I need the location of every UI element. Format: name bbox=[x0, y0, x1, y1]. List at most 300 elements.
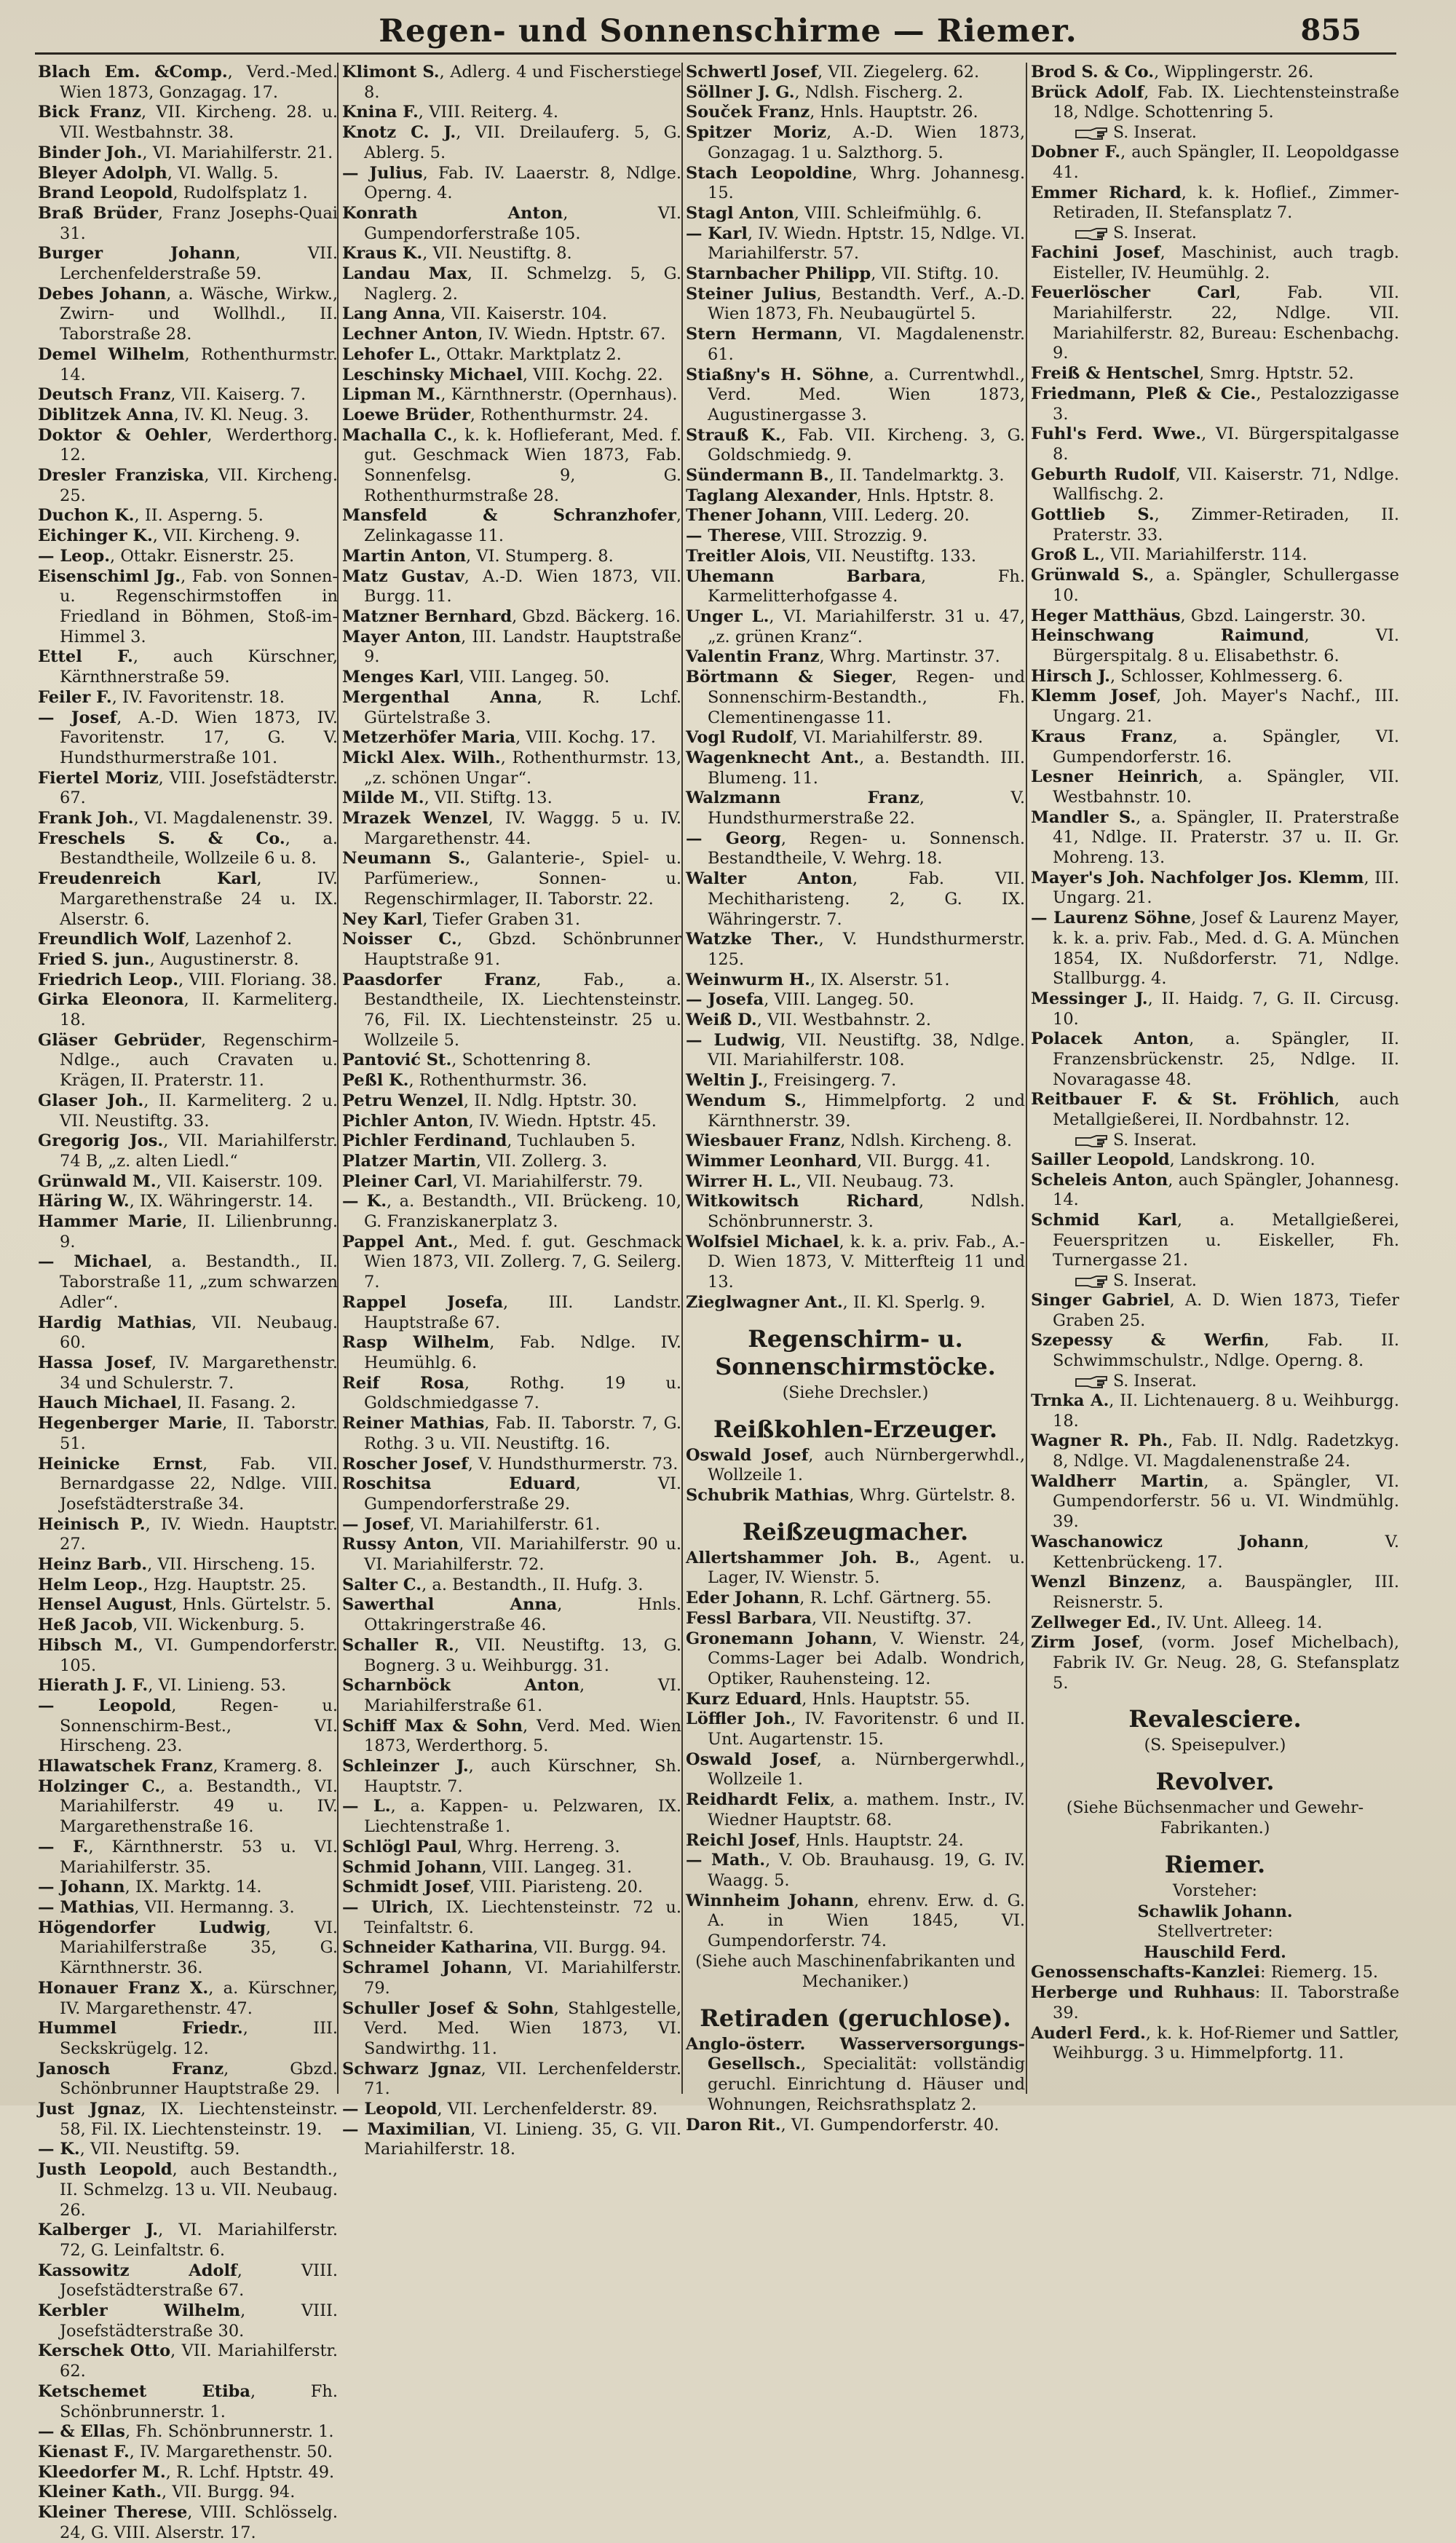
directory-entry bbox=[686, 1031, 1025, 1071]
entry-address: , V. Kettenbrückeng. 17. bbox=[1053, 1532, 1399, 1572]
directory-entry bbox=[686, 1131, 1025, 1152]
entry-address: , VII. Kircheng. 28. u. VII. Westbahnstr. 38. bbox=[60, 103, 338, 143]
entry-address: , A.-D. Wien 1873, IV. Favoritenstr. 17, G. V. Hundsthurmerstraße 101. bbox=[60, 708, 338, 767]
entry-address: , Hzg. Hauptstr. 25. bbox=[143, 1575, 306, 1594]
column-4 bbox=[1031, 63, 1399, 2094]
directory-entry bbox=[686, 1831, 1025, 1851]
entry-address: , VII. Mariahilferstr. 62. bbox=[60, 2341, 338, 2381]
entry-name: — & Ellas bbox=[38, 2422, 125, 2442]
entry-name: Debes Johann bbox=[38, 284, 167, 304]
entry-name: Dobner F. bbox=[1031, 143, 1121, 162]
entry-name: Lechner Anton bbox=[342, 325, 478, 344]
section-heading: Revalesciere. bbox=[1128, 1705, 1302, 1733]
section-heading: Regenschirm- u. Sonnenschirmstöcke. bbox=[715, 1324, 996, 1380]
directory-entry bbox=[342, 1575, 681, 1596]
entry-address: , IX. Währingerstr. 14. bbox=[129, 1192, 314, 1211]
entry-address: , III. Landstr. Hauptstraße 9. bbox=[364, 627, 681, 667]
directory-entry bbox=[342, 930, 681, 970]
entry-name: Polacek Anton bbox=[1031, 1029, 1190, 1049]
directory-entry bbox=[38, 2503, 338, 2543]
entry-address: , Agent. u. Lager, IV. Wienstr. 5. bbox=[708, 1548, 1025, 1588]
entry-name: — F. bbox=[38, 1837, 89, 1856]
entry-address: , V. Hundsthurmerstr. 125. bbox=[708, 930, 1026, 969]
section-heading: Retiraden (geruchlose). bbox=[700, 2004, 1011, 2032]
entry-name: Kleedorfer M. bbox=[38, 2462, 166, 2482]
entry-name: Janosch Franz bbox=[38, 2059, 224, 2079]
directory-entry bbox=[342, 365, 681, 386]
entry-address: , Schlosser, Kohlmesserg. 6. bbox=[1109, 666, 1343, 686]
directory-entry bbox=[342, 304, 681, 325]
directory-entry bbox=[38, 930, 338, 950]
entry-address: , VII. Dreilauferg. 5, G. Ablerg. 5. bbox=[364, 123, 682, 162]
entry-name: — K. bbox=[342, 1192, 387, 1211]
entry-name: Dresler Franziska bbox=[38, 466, 205, 486]
entry-name: Matz Gustav bbox=[342, 566, 464, 586]
entry-name: Scharnböck Anton bbox=[342, 1676, 579, 1696]
entry-address: , Smrg. Hptstr. 52. bbox=[1199, 364, 1354, 384]
directory-entry bbox=[38, 970, 338, 991]
entry-name: Walter Anton bbox=[686, 869, 853, 889]
entry-address: , Landskrong. 10. bbox=[1169, 1150, 1315, 1169]
directory-entry bbox=[686, 1609, 1025, 1629]
directory-entry bbox=[342, 910, 681, 930]
entry-name: Feiler F. bbox=[38, 687, 112, 707]
directory-entry bbox=[38, 385, 338, 406]
entry-name: Steiner Julius bbox=[686, 284, 817, 304]
entry-address: , VII. Mariahilferstr. 90 u. VI. Mariahilferstr. 72. bbox=[364, 1535, 681, 1575]
entry-address: , VII. Kaiserstr. 71, Ndlge. Wallfischg. 2. bbox=[1053, 464, 1399, 505]
entry-address: , IV. Unt. Alleeg. 14. bbox=[1155, 1613, 1323, 1632]
entry-name: Watzke Ther. bbox=[686, 930, 819, 949]
directory-entry bbox=[38, 2483, 338, 2503]
directory-entry bbox=[38, 2382, 338, 2422]
directory-entry bbox=[686, 788, 1025, 828]
entry-address: , VI. Mariahilferstr. 72, G. Leinfaltstr. 6. bbox=[60, 2220, 338, 2260]
entry-name: — Ulrich bbox=[342, 1897, 429, 1917]
entry-name: — Therese bbox=[686, 526, 781, 546]
directory-entry bbox=[686, 1091, 1025, 1131]
directory-entry bbox=[342, 1999, 681, 2060]
directory-entry bbox=[38, 345, 338, 385]
directory-entry bbox=[342, 2100, 681, 2120]
directory-entry bbox=[1031, 283, 1399, 364]
inserat-label: S. Inserat. bbox=[1108, 124, 1197, 143]
entry-name: Leschinsky Michael bbox=[342, 365, 523, 384]
directory-entry bbox=[1031, 1331, 1399, 1371]
inserat-reference bbox=[1031, 1271, 1399, 1291]
entry-address: , auch Kürschner, Sh. Hauptstr. 7. bbox=[364, 1757, 681, 1796]
entry-address: , Kärnthnerstr. (Opernhaus). bbox=[440, 385, 678, 405]
entry-name: Börtmann & Sieger bbox=[686, 668, 892, 687]
directory-entry bbox=[342, 2060, 681, 2100]
entry-name: Reif Rosa bbox=[342, 1373, 464, 1393]
entry-name: Heinicke Ernst bbox=[38, 1454, 203, 1474]
entry-address: , VII. Burgg. 41. bbox=[857, 1151, 991, 1171]
entry-name: Hlawatschek Franz bbox=[38, 1757, 213, 1776]
entry-name: — Johann bbox=[38, 1878, 125, 1897]
directory-entry bbox=[1031, 1211, 1399, 1271]
directory-entry bbox=[342, 1071, 681, 1091]
entry-name: Messinger J. bbox=[1031, 989, 1148, 1008]
entry-name: Girka Eleonora bbox=[38, 990, 184, 1010]
directory-entry bbox=[1031, 687, 1399, 727]
directory-entry bbox=[686, 123, 1025, 163]
entry-name: Vogl Rudolf bbox=[686, 728, 793, 748]
directory-entry bbox=[686, 567, 1025, 607]
entry-name: Loewe Brüder bbox=[342, 405, 470, 424]
entry-name: — Math. bbox=[686, 1851, 766, 1870]
entry-name: Braß Brüder bbox=[38, 203, 158, 223]
entry-address: , Ndlsh. Kircheng. 8. bbox=[840, 1131, 1013, 1151]
entry-name: Emmer Richard bbox=[1031, 183, 1182, 202]
entry-address: , VII. Mariahilferstr. 74 B, „z. alten Liedl.“ bbox=[60, 1131, 338, 1171]
entry-address: , VII. Westbahnstr. 2. bbox=[756, 1011, 932, 1030]
entry-address: , IV. Margarethenstr. 34 und Schulerstr. 7. bbox=[60, 1353, 338, 1393]
entry-address: , VIII. Josefstädterstraße 67. bbox=[60, 2261, 338, 2301]
entry-address: , Fab. II. Ndlg. Radetzkyg. 8, Ndlge. VI. Magdalenenstraße 24. bbox=[1053, 1431, 1399, 1471]
directory-entry bbox=[1031, 63, 1399, 83]
entry-address: , Stahlgestelle, Verd. Med. Wien 1873, VI. Sandwirthg. 11. bbox=[364, 1998, 681, 2058]
entry-address: , Gbzd. Laingerstr. 30. bbox=[1180, 606, 1366, 625]
entry-address: , Ndlsh. Fischerg. 2. bbox=[794, 82, 964, 102]
entry-address: , Bestandth. Verf., A.-D. Wien 1873, Fh. Neubaugürtel 5. bbox=[708, 284, 1025, 324]
entry-name: Hammer Marie bbox=[38, 1212, 183, 1232]
entry-address: , II. Ndlg. Hptstr. 30. bbox=[463, 1091, 638, 1110]
directory-entry bbox=[38, 1838, 338, 1878]
entry-address: , k. k. Hoflieferant, Med. f. gut. Geschmack Wien 1873, Fab. Sonnenfelsg. 9, G. Rothenthurmstraße 28. bbox=[364, 425, 681, 505]
entry-address: , VII. Kircheng. 25. bbox=[60, 466, 338, 505]
entry-name: Sailler Leopold bbox=[1031, 1150, 1170, 1169]
entry-name: Diblitzek Anna bbox=[38, 405, 174, 424]
entry-name: Matzner Bernhard bbox=[342, 606, 513, 626]
entry-name: Roschitsa Eduard bbox=[342, 1474, 576, 1494]
entry-name: Fessl Barbara bbox=[686, 1608, 812, 1628]
entry-address: , Fab., a. Bestandtheile, IX. Liechtensteinstr. 76, Fil. IX. Liechtensteinstr. 25 u. Wollzeile 5. bbox=[364, 970, 681, 1050]
entry-name: Rasp Wilhelm bbox=[342, 1333, 490, 1353]
entry-name: Duchon K. bbox=[38, 506, 135, 526]
directory-entry bbox=[342, 1797, 681, 1837]
directory-entry bbox=[1031, 465, 1399, 505]
directory-entry bbox=[686, 103, 1025, 123]
directory-entry bbox=[38, 990, 338, 1030]
directory-entry bbox=[686, 1486, 1025, 1506]
entry-name: — Laurenz Söhne bbox=[1031, 909, 1192, 928]
directory-entry bbox=[342, 1455, 681, 1475]
entry-address: , Gbzd. Schönbrunner Hauptstraße 91. bbox=[364, 930, 681, 969]
entry-name: Frank Joh. bbox=[38, 809, 134, 828]
entry-name: Taglang Alexander bbox=[686, 486, 857, 505]
entry-address: , VII. Neustiftg. 133. bbox=[806, 546, 977, 566]
directory-entry bbox=[38, 1615, 338, 1636]
directory-entry bbox=[1031, 143, 1399, 183]
entry-name: Treitler Alois bbox=[686, 546, 806, 566]
directory-entry bbox=[38, 647, 338, 687]
entry-name: Gläser Gebrüder bbox=[38, 1030, 202, 1050]
entry-address: , Gbzd. Bäckerg. 16. bbox=[512, 606, 681, 626]
entry-address: , III. Ungarg. 21. bbox=[1053, 868, 1399, 908]
directory-entry bbox=[1031, 183, 1399, 224]
entry-address: , VI. Gumpendorferstraße 105. bbox=[364, 203, 681, 243]
entry-name: Witkowitsch Richard bbox=[686, 1192, 919, 1211]
directory-entry bbox=[38, 204, 338, 244]
entry-address: , Zelinkagasse 11. bbox=[364, 506, 681, 546]
entry-address: , VII. Zollerg. 3. bbox=[475, 1151, 608, 1171]
directory-entry bbox=[38, 1192, 338, 1212]
directory-entry bbox=[38, 2301, 338, 2341]
directory-entry bbox=[38, 1918, 338, 1979]
entry-name: Souček Franz bbox=[686, 103, 810, 122]
directory-entry bbox=[1031, 243, 1399, 283]
column-2 bbox=[342, 63, 682, 2159]
entry-name: Friedmann, Pleß & Cie. bbox=[1031, 384, 1257, 403]
entry-address: , VIII. Schlösselg. 24, G. VIII. Alserstr. 17. bbox=[60, 2503, 338, 2542]
entry-address: , Whrg. Herreng. 3. bbox=[456, 1837, 620, 1856]
entry-name: Deutsch Franz bbox=[38, 385, 171, 405]
entry-address: , Hnls. Ottakringerstraße 46. bbox=[364, 1595, 681, 1635]
entry-name: Häring W. bbox=[38, 1192, 130, 1211]
entry-name: Sündermann B. bbox=[686, 466, 829, 486]
directory-entry bbox=[38, 567, 338, 648]
entry-address: , VI. Mariahilferstr. 61. bbox=[409, 1514, 601, 1534]
entry-name: Grünwald S. bbox=[1031, 566, 1150, 585]
entry-address: , a. Bestandth., VI. Mariahilferstr. 49 u. IV. Margarethenstraße 16. bbox=[60, 1776, 338, 1837]
directory-entry bbox=[342, 506, 681, 546]
entry-name: — Mathias bbox=[38, 1897, 135, 1917]
entry-address: , VII. Kircheng. 9. bbox=[152, 526, 301, 546]
entry-address: , auch Kürschner, Kärnthnerstraße 59. bbox=[60, 647, 338, 687]
directory-entry bbox=[38, 103, 338, 143]
entry-address: , auch Nürnbergerwhdl., Wollzeile 1. bbox=[708, 1445, 1025, 1485]
directory-entry bbox=[342, 385, 681, 406]
entry-name: Kerbler Wilhelm bbox=[38, 2301, 241, 2321]
entry-name: Schmidt Josef bbox=[342, 1878, 470, 1897]
entry-address: , R. Lchf. Hptstr. 49. bbox=[165, 2462, 335, 2482]
directory-entry bbox=[686, 1891, 1025, 1952]
entry-name: Stiaßny's H. Söhne bbox=[686, 365, 869, 384]
entry-name: Hensel August bbox=[38, 1595, 173, 1615]
entry-address: , k. k. Hoflief., Zimmer-Retiraden, II. Stefansplatz 7. bbox=[1053, 183, 1399, 223]
entry-address: , a. Bestandth., II. Hufg. 3. bbox=[422, 1575, 644, 1594]
entry-address: , R. Lchf. Gärtnerg. 55. bbox=[799, 1589, 992, 1608]
entry-address: , a. Spängler, Schullergasse 10. bbox=[1053, 566, 1399, 605]
entry-name: Metzerhöfer Maria bbox=[342, 728, 516, 748]
entry-name: Bick Franz bbox=[38, 103, 141, 122]
directory-entry bbox=[1031, 1090, 1399, 1130]
entry-address: , II. Fasang. 2. bbox=[177, 1393, 296, 1413]
entry-name: Pantović St. bbox=[342, 1051, 452, 1070]
entry-address: , VII. Stiftg. 13. bbox=[424, 788, 553, 808]
directory-entry bbox=[342, 1172, 681, 1193]
entry-name: Herberge und Ruhhaus bbox=[1031, 1983, 1255, 2003]
directory-entry bbox=[38, 2220, 338, 2261]
entry-name: Eder Johann bbox=[686, 1589, 800, 1608]
directory-entry bbox=[1031, 1431, 1399, 1471]
directory-entry bbox=[38, 769, 338, 809]
entry-name: Högendorfer Ludwig bbox=[38, 1918, 266, 1937]
inserat-label: S. Inserat. bbox=[1108, 224, 1197, 242]
entry-name: Milde M. bbox=[342, 788, 424, 808]
entry-name: Russy Anton bbox=[342, 1535, 459, 1554]
entry-address: , a. Bauspängler, III. Reisnerstr. 5. bbox=[1053, 1573, 1399, 1612]
directory-entry bbox=[342, 1233, 681, 1293]
directory-entry bbox=[342, 1112, 681, 1132]
entry-address: , VI. Magdalenenstr. 39. bbox=[133, 809, 333, 828]
entry-name: Schwertl Josef bbox=[686, 63, 818, 82]
directory-entry bbox=[686, 1629, 1025, 1690]
entry-address: , VII. Kaiserstr. 109. bbox=[156, 1171, 323, 1191]
directory-entry bbox=[1031, 606, 1399, 627]
directory-entry bbox=[686, 83, 1025, 103]
directory-entry bbox=[686, 1152, 1025, 1172]
entry-name: Just Jgnaz bbox=[38, 2100, 141, 2119]
entry-address: , Fab. Ndlge. IV. Heumühlg. 6. bbox=[364, 1333, 681, 1372]
entry-address: , Adlerg. 4 und Fischerstiege 8. bbox=[364, 63, 681, 102]
entry-address: , II. Lilienbrunng. 9. bbox=[60, 1212, 338, 1251]
directory-entry bbox=[38, 1131, 338, 1171]
directory-entry bbox=[342, 1938, 681, 1958]
entry-name: Ettel F. bbox=[38, 647, 133, 667]
entry-address: , Rothenthurmstr. 13, „z. schönen Ungar“. bbox=[364, 748, 681, 788]
inserat-reference bbox=[1031, 224, 1399, 243]
directory-entry bbox=[342, 1636, 681, 1676]
entry-address: , II. Karmeliterg. 18. bbox=[60, 990, 339, 1030]
inserat-reference bbox=[1031, 123, 1399, 143]
entry-name: Schleinzer J. bbox=[342, 1757, 469, 1776]
directory-entry bbox=[1031, 566, 1399, 606]
directory-entry bbox=[1031, 1633, 1399, 1693]
entry-address: , Rothenthurmstr. 24. bbox=[470, 405, 649, 424]
entry-name: Geburth Rudolf bbox=[1031, 464, 1176, 484]
entry-name: Justh Leopold bbox=[38, 2160, 173, 2180]
entry-address: , auch Spängler, II. Leopoldgasse 41. bbox=[1053, 143, 1399, 182]
entry-name: Fried S. jun. bbox=[38, 949, 150, 969]
section-note: (Siehe Drechsler.) bbox=[782, 1383, 929, 1402]
entry-address: , VI. Mariahilferstr. 31 u. 47, „z. grünen Kranz“. bbox=[708, 606, 1025, 646]
entry-name: Wolfsiel Michael bbox=[686, 1232, 839, 1251]
directory-entry bbox=[686, 1690, 1025, 1710]
entry-name: Stern Hermann bbox=[686, 325, 838, 344]
entry-address: , a. Bestandth., II. Taborstraße 11, „zum schwarzen Adler“. bbox=[60, 1252, 338, 1312]
directory-entry bbox=[38, 183, 338, 204]
directory-entry bbox=[38, 1393, 338, 1414]
entry-name: Strauß K. bbox=[686, 425, 781, 445]
directory-entry bbox=[38, 2140, 338, 2160]
entry-address: , Franz Josephs-Quai 31. bbox=[60, 203, 338, 243]
entry-address: , Fab. II. Taborstr. 7, G. Rothg. 3 u. VII. Neustiftg. 16. bbox=[364, 1414, 681, 1453]
directory-entry bbox=[342, 1958, 681, 1998]
entry-name: Demel Wilhelm bbox=[38, 344, 185, 364]
directory-entry bbox=[38, 1313, 338, 1353]
directory-entry bbox=[686, 224, 1025, 264]
entry-name: Wenzl Binzenz bbox=[1031, 1573, 1182, 1592]
entry-address: , Whrg. Martinstr. 37. bbox=[819, 647, 1000, 667]
entry-address: , VI. Mariahilferstraße 35, G. Kärnthnerstr. 36. bbox=[60, 1918, 338, 1978]
directory-entry bbox=[342, 264, 681, 304]
directory-entry bbox=[686, 1293, 1025, 1313]
directory-entry bbox=[38, 809, 338, 829]
entry-name: Klimont S. bbox=[342, 63, 440, 82]
directory-entry bbox=[38, 1575, 338, 1596]
entry-name: Eisenschiml Jg. bbox=[38, 566, 181, 586]
entry-name: Peßl K. bbox=[342, 1071, 409, 1091]
directory-entry bbox=[1031, 505, 1399, 545]
directory-entry bbox=[38, 1212, 338, 1252]
entry-address: , IV. Wiedn. Hptstr. 45. bbox=[468, 1111, 657, 1131]
directory-entry bbox=[686, 506, 1025, 526]
entry-name: Platzer Martin bbox=[342, 1151, 476, 1171]
directory-entry bbox=[342, 628, 681, 668]
entry-address: , VI. Linieng. 53. bbox=[148, 1676, 287, 1696]
entry-address: , Gbzd. Schönbrunner Hauptstraße 29. bbox=[60, 2059, 338, 2099]
directory-entry bbox=[38, 466, 338, 506]
directory-entry bbox=[342, 668, 681, 688]
entry-name: Mansfeld & Schranzhofer bbox=[342, 506, 676, 526]
header-rule bbox=[35, 52, 1396, 55]
entry-name: Pichler Ferdinand bbox=[342, 1131, 507, 1151]
directory-entry bbox=[38, 285, 338, 345]
entry-address: , (vorm. Josef Michelbach), Fabrik IV. Gr. Neug. 28, G. Stefansplatz 5. bbox=[1053, 1633, 1400, 1693]
page-number: 855 bbox=[1300, 13, 1361, 47]
directory-entry bbox=[1031, 424, 1399, 464]
entry-name: Hassa Josef bbox=[38, 1353, 151, 1372]
entry-name: Heinisch P. bbox=[38, 1514, 146, 1534]
entry-address: , VII. Neubaug. 60. bbox=[60, 1313, 338, 1353]
directory-entry bbox=[686, 930, 1025, 970]
entry-name: Binder Joh. bbox=[38, 143, 143, 162]
entry-address: , VI. Gumpendorferstraße 29. bbox=[364, 1474, 682, 1514]
entry-address: , Fab. II. Schwimmschulstr., Ndlge. Operng. 8. bbox=[1053, 1331, 1399, 1371]
entry-address: , VIII. Kochg. 22. bbox=[522, 365, 663, 384]
directory-entry bbox=[38, 406, 338, 426]
directory-entry bbox=[342, 426, 681, 507]
directory-entry bbox=[38, 1555, 338, 1575]
entry-address: , a. Spängler, VI. Gumpendorferstr. 56 u. VI. Windmühlg. 39. bbox=[1053, 1471, 1399, 1532]
entry-address: , Whrg. Johannesg. 15. bbox=[708, 163, 1025, 203]
entry-name: — K. bbox=[38, 2140, 80, 2159]
entry-address: , Kramerg. 8. bbox=[213, 1757, 323, 1776]
entry-name: Freschels S. & Co. bbox=[38, 828, 285, 848]
directory-entry bbox=[342, 345, 681, 365]
entry-name: Schaller R. bbox=[342, 1635, 454, 1655]
entry-name: Oswald Josef bbox=[686, 1445, 809, 1465]
directory-entry bbox=[686, 164, 1025, 204]
entry-name: Kraus K. bbox=[342, 244, 423, 264]
directory-entry bbox=[38, 950, 338, 970]
entry-address: , IX. Liechtensteinstr. 72 u. Teinfaltstr. 6. bbox=[364, 1897, 681, 1937]
entry-name: Schmid Johann bbox=[342, 1857, 482, 1877]
entry-name: Wirrer H. L. bbox=[686, 1171, 796, 1191]
directory-entry bbox=[38, 426, 338, 466]
entry-address: , Regen- u. Sonnensch. Bestandtheile, V. Wehrg. 18. bbox=[708, 828, 1026, 869]
entry-address: , Tiefer Graben 31. bbox=[422, 909, 580, 929]
directory-entry bbox=[342, 1757, 681, 1797]
entry-address: , VII. Burgg. 94. bbox=[533, 1938, 667, 1958]
directory-entry bbox=[342, 164, 681, 204]
directory-entry bbox=[38, 1091, 338, 1131]
entry-name: Lang Anna bbox=[342, 304, 441, 324]
entry-name: Zieglwagner Ant. bbox=[686, 1292, 843, 1312]
entry-address: : Riemerg. 15. bbox=[1259, 1963, 1379, 1982]
inserat-reference bbox=[1031, 1372, 1399, 1391]
entry-name: Starnbacher Philipp bbox=[686, 264, 871, 284]
section-note: (Siehe Büchsenmacher und Gewehr-Fabrikanten.) bbox=[1066, 1799, 1364, 1838]
entry-address: , VII. Kaiserg. 7. bbox=[170, 385, 306, 405]
entry-address: , a. Spängler, VI. Gumpendorferstr. 16. bbox=[1053, 727, 1399, 767]
entry-name: Eichinger K. bbox=[38, 526, 153, 546]
entry-name: Mayer's Joh. Nachfolger Jos. Klemm bbox=[1031, 868, 1364, 887]
entry-name: — Michael bbox=[38, 1252, 148, 1272]
directory-entry bbox=[342, 1293, 681, 1333]
